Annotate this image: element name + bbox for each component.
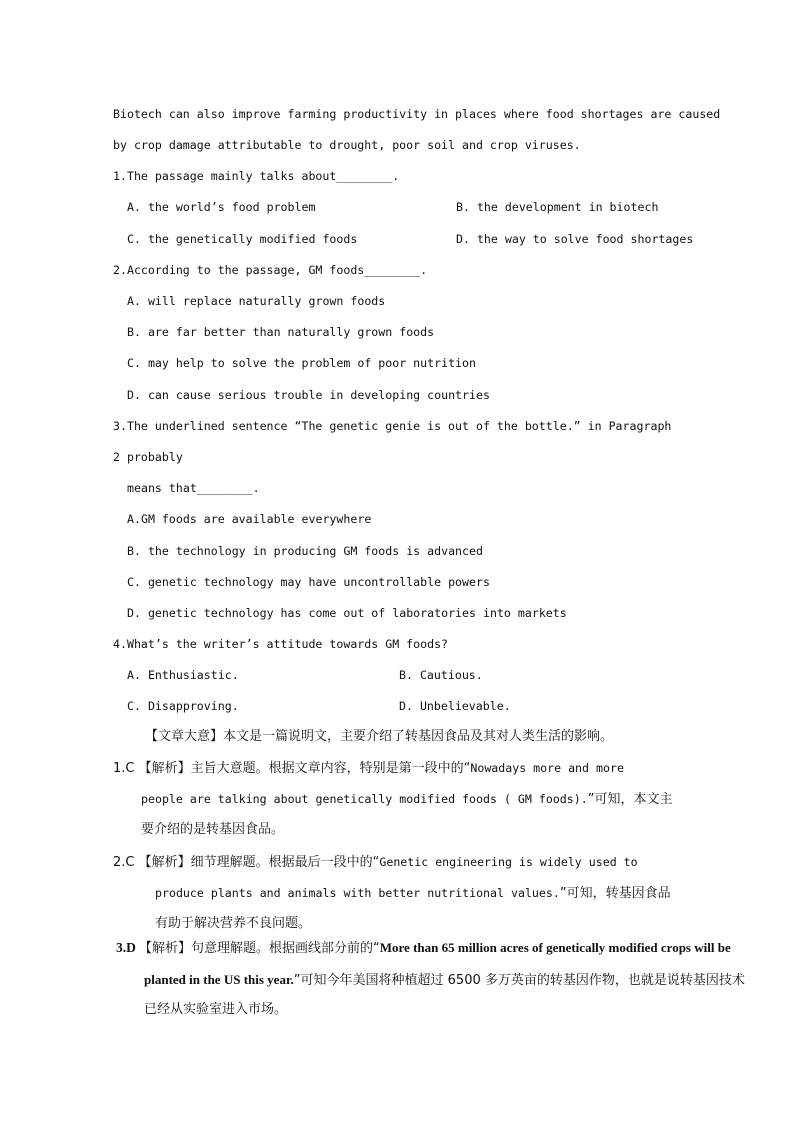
answer-text: 【解析】句意理解题。根据画线部分前的“	[139, 941, 380, 956]
option-b: B. the technology in producing GM foods is advanced	[127, 544, 483, 558]
answer-label: 2.C 【解析】细节理解题。根据最后一段中的“	[113, 855, 380, 870]
option-c: C. may help to solve the problem of poor nutrition	[127, 356, 477, 370]
question-stem: 3.The underlined sentence “The genetic genie is out of the bottle.” in Paragraph	[113, 419, 672, 433]
option-a: A. the world’s food problem	[127, 200, 316, 214]
answer-text: ”可知，本文主	[587, 792, 673, 807]
option-c: C. Disapproving.	[127, 699, 239, 713]
option-c: C. genetic technology may have uncontrollable powers	[127, 575, 490, 589]
answer-text: ”可知今年美国将种植超过 6500 多万英亩的转基因作物，也就是说转基因技术	[293, 973, 745, 988]
question-stem: 4.What’s the writer’s attitude towards GM foods?	[113, 637, 449, 651]
answer-text: ”可知，转基因食品	[559, 886, 671, 901]
question-stem: 2 probably	[113, 450, 183, 464]
answer-explanation	[116, 940, 731, 957]
quoted-text: produce plants and animals with better nutritional values.	[155, 886, 560, 900]
option-d: D. can cause serious trouble in developing countries	[127, 388, 490, 402]
answer-explanation	[144, 972, 745, 989]
quoted-text: Genetic engineering is widely used to	[379, 855, 638, 869]
option-a: A. Enthusiastic.	[127, 668, 239, 682]
passage-line: by crop damage attributable to drought, poor soil and crop viruses.	[113, 138, 581, 152]
answer-explanation	[155, 885, 671, 902]
answer-text: 已经从实验室进入市场。	[144, 1002, 288, 1017]
quoted-text: More than 65 million acres of genetically modified crops will be	[379, 940, 731, 955]
option-d: D. Unbelievable.	[399, 699, 511, 713]
option-a: A. will replace naturally grown foods	[127, 294, 386, 308]
quoted-text: Nowadays more and more	[470, 761, 624, 775]
answer-text: 要介绍的是转基因食品。	[141, 822, 285, 837]
option-b: B. are far better than naturally grown foods	[127, 325, 435, 339]
option-d: D. the way to solve food shortages	[456, 232, 694, 246]
question-stem: 2.According to the passage, GM foods________.	[113, 263, 428, 277]
option-c: C. the genetically modified foods	[127, 232, 358, 246]
answer-label: 3.D	[116, 940, 136, 955]
question-stem: 1.The passage mainly talks about________.	[113, 169, 400, 183]
option-d: D. genetic technology has come out of laboratories into markets	[127, 606, 567, 620]
answer-explanation	[113, 760, 624, 777]
answer-explanation	[141, 791, 672, 808]
answer-text: 有助于解决营养不良问题。	[155, 916, 312, 931]
answer-label: 1.C 【解析】主旨大意题。根据文章内容，特别是第一段中的“	[113, 761, 471, 776]
option-b: B. the development in biotech	[456, 200, 659, 214]
passage-line: Biotech can also improve farming productivity in places where food shortages are caused	[113, 107, 721, 121]
quoted-text: planted in the US this year.	[144, 972, 294, 987]
article-summary: 【文章大意】本文是一篇说明文，主要介绍了转基因食品及其对人类生活的影响。	[145, 729, 614, 744]
quoted-text: people are talking about genetically modified foods ( GM foods).	[141, 792, 588, 806]
question-stem: means that________.	[127, 481, 260, 495]
option-b: B. Cautious.	[399, 668, 483, 682]
option-a: A.GM foods are available everywhere	[127, 512, 372, 526]
answer-explanation	[113, 854, 638, 871]
